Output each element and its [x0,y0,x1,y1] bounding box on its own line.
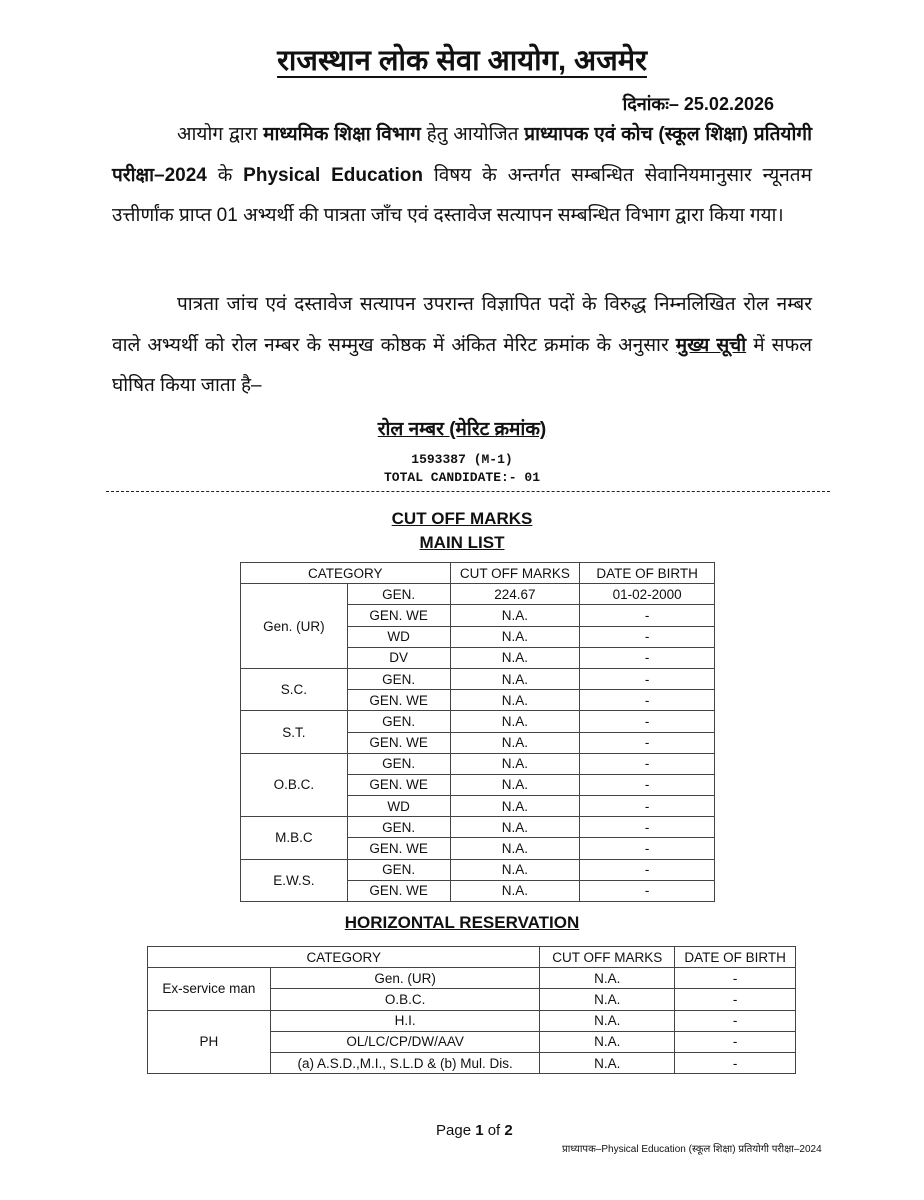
table-cell: H.I. [270,1010,540,1031]
table-cell: N.A. [450,668,580,689]
category-cell: O.B.C. [241,753,348,817]
header-cell: CUT OFF MARKS [540,947,675,968]
main-list-title: MAIN LIST [419,533,505,552]
table-cell: GEN. [347,817,450,838]
table-cell: - [580,626,715,647]
roll-entry: 1593387 (M-1) [411,452,513,467]
category-cell: Ex-service man [148,968,271,1010]
table-cell: - [580,838,715,859]
horizontal-reservation-title: HORIZONTAL RESERVATION [344,913,580,932]
table-cell: - [675,1052,796,1073]
table-cell: (a) A.S.D.,M.I., S.L.D & (b) Mul. Dis. [270,1052,540,1073]
table-cell: N.A. [450,838,580,859]
table-cell: - [580,647,715,668]
category-cell: M.B.C [241,817,348,859]
header-cell: CATEGORY [148,947,540,968]
table-cell: N.A. [540,1052,675,1073]
header-cell: CUT OFF MARKS [450,563,580,584]
table-row [148,968,796,989]
table-cell: N.A. [450,605,580,626]
table-cell: N.A. [450,732,580,753]
table-cell: GEN. WE [347,774,450,795]
table-cell: GEN. [347,753,450,774]
header-cell: DATE OF BIRTH [675,947,796,968]
header-cell: DATE OF BIRTH [580,563,715,584]
table-cell: Gen. (UR) [270,968,540,989]
table-cell: - [675,1010,796,1031]
table-cell: - [580,605,715,626]
table-cell: - [580,774,715,795]
table-row [241,668,715,689]
table-cell: - [580,753,715,774]
table-cell: GEN. WE [347,605,450,626]
table-cell: GEN. [347,859,450,880]
table-cell: N.A. [450,796,580,817]
table-header-row [148,947,796,968]
table-cell: 224.67 [450,584,580,605]
table-row [241,859,715,880]
table-header-row [241,563,715,584]
table-cell: N.A. [450,774,580,795]
table-cell: GEN. WE [347,880,450,901]
category-cell: PH [148,1010,271,1074]
table-cell: N.A. [450,859,580,880]
table-cell: N.A. [450,817,580,838]
table-cell: GEN. [347,668,450,689]
table-cell: - [580,668,715,689]
table-cell: - [580,817,715,838]
table-cell: - [580,690,715,711]
document-title: राजस्थान लोक सेवा आयोग, अजमेर [277,45,647,77]
footer-text: प्राध्यापक–Physical Education (स्कूल शिक्षा) प्रतियोगी परीक्षा–2024 [562,1144,822,1155]
table-cell: N.A. [450,647,580,668]
table-cell: N.A. [450,753,580,774]
category-cell: S.T. [241,711,348,753]
table-row [241,711,715,732]
table-cell: - [675,989,796,1010]
table-cell: N.A. [540,968,675,989]
dashed-divider [106,491,830,492]
table-cell: N.A. [450,880,580,901]
table-cell: - [580,796,715,817]
table-cell: GEN. [347,584,450,605]
table-cell: WD [347,626,450,647]
table-row [241,817,715,838]
header-cell: CATEGORY [241,563,451,584]
category-cell: Gen. (UR) [241,584,348,669]
table-cell: 01-02-2000 [580,584,715,605]
horizontal-reservation-table [147,946,796,1074]
table-cell: WD [347,796,450,817]
table-cell: - [580,711,715,732]
table-cell: N.A. [540,989,675,1010]
table-cell: GEN. WE [347,690,450,711]
table-row [148,1010,796,1031]
table-cell: - [675,968,796,989]
document-date: दिनांकः– 25.02.2026 [622,94,774,114]
table-cell: - [580,732,715,753]
table-cell: OL/LC/CP/DW/AAV [270,1031,540,1052]
category-cell: S.C. [241,668,348,710]
roll-heading: रोल नम्बर (मेरिट क्रमांक) [377,419,547,440]
table-cell: - [675,1031,796,1052]
table-cell: - [580,859,715,880]
table-cell: N.A. [450,626,580,647]
category-cell: E.W.S. [241,859,348,901]
table-row [241,584,715,605]
table-row [241,753,715,774]
cutoff-title: CUT OFF MARKS [391,509,533,528]
table-cell: N.A. [450,711,580,732]
paragraph-1: आयोग द्वारा माध्यमिक शिक्षा विभाग हेतु आयोजित प्राध्यापक एवं कोच (स्कूल शिक्षा) प्रतियोगी परीक्षा–2024 के Physical Education विषय के अन्तर्गत सम्बन्धित सेवानियमानुसार न्यूनतम उत्तीर्णांक प्राप्त 01 अभ्यर्थी की पात्रता जाँच एवं दस्तावेज सत्यापन सम्बन्धित विभाग द्वारा किया गया। [112,124,812,226]
main-list-table [240,562,715,902]
table-cell: - [580,880,715,901]
table-cell: N.A. [450,690,580,711]
table-cell: N.A. [540,1031,675,1052]
table-cell: GEN. [347,711,450,732]
table-cell: GEN. WE [347,838,450,859]
table-cell: O.B.C. [270,989,540,1010]
table-cell: N.A. [540,1010,675,1031]
paragraph-2: पात्रता जांच एवं दस्तावेज सत्यापन उपरान्त विज्ञापित पदों के विरुद्ध निम्नलिखित रोल नम्बर वाले अभ्यर्थी को रोल नम्बर के सम्मुख कोष्ठक में अंकित मेरिट क्रमांक के अनुसार मुख्य सूची में सफल घोषित किया जाता है– [112,294,813,396]
page-number: Page 1 of 2 [436,1122,513,1139]
table-cell: DV [347,647,450,668]
total-candidates: TOTAL CANDIDATE:- 01 [383,470,541,485]
table-cell: GEN. WE [347,732,450,753]
